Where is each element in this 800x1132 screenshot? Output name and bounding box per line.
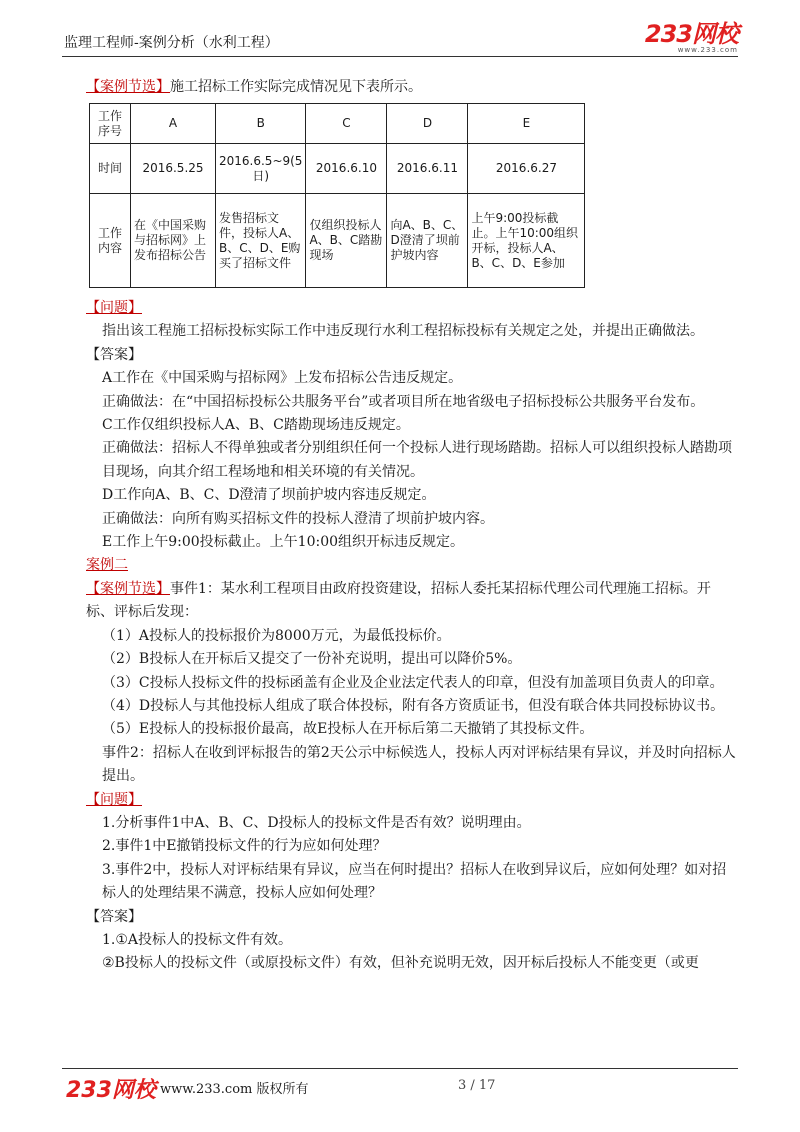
page-number: 3 / 17 xyxy=(458,1078,496,1093)
case-excerpt-intro: 施工招标工作实际完成情况见下表所示。 xyxy=(170,79,422,95)
answer-paragraph: 正确做法：向所有购买招标文件的投标人澄清了坝前护坡内容。 xyxy=(102,510,494,527)
answer-tag: 【答案】 xyxy=(86,908,142,925)
event1-text: 事件1：某水利工程项目由政府投资建设，招标人委托某招标代理公司代理施工招标。开标、评标后发现： xyxy=(86,580,711,621)
page-footer xyxy=(62,1068,738,1103)
table-cell: 2016.5.25 xyxy=(131,144,216,194)
question-text: 指出该工程施工招标投标实际工作中违反现行水利工程招标投标有关规定之处，并提出正确做法。 xyxy=(102,323,704,340)
question-item: 2.事件1中E撤销投标文件的行为应如何处理？ xyxy=(102,838,387,855)
table-cell: 2016.6.5~9(5日) xyxy=(216,144,306,194)
answer-paragraph: 正确做法：在“中国招标投标公共服务平台”或者项目所在地省级电子招标投标公共服务平台发布。 xyxy=(102,393,705,410)
table-cell: 2016.6.27 xyxy=(468,144,585,194)
table-cell: 仅组织投标人A、B、C踏勘现场 xyxy=(306,194,387,288)
question-tag: 【问题】 xyxy=(86,791,142,808)
answer-paragraph: ②B投标人的投标文件（或原投标文件）有效，但补充说明无效，因开标后投标人不能变更（或更 xyxy=(102,955,699,972)
event2-paragraph: 事件2：招标人在收到评标报告的第2天公示中标候选人，投标人丙对评标结果有异议，并及时向招标人提出。 xyxy=(102,744,736,785)
footer-copyright: www.233.com 版权所有 xyxy=(160,1082,309,1097)
table-cell: 向A、B、C、D澄清了坝前护坡内容 xyxy=(387,194,468,288)
event-item: （2）B投标人在开标后又提交了一份补充说明，提出可以降价5%。 xyxy=(102,651,522,668)
case-excerpt-line xyxy=(86,76,736,99)
footer-logo: 233网校 xyxy=(66,1078,156,1103)
page-header xyxy=(62,22,738,57)
question-tag: 【问题】 xyxy=(86,300,142,316)
bidding-schedule-table xyxy=(89,103,585,288)
case-excerpt-tag: 【案例节选】 xyxy=(86,580,170,597)
brand-logo xyxy=(645,22,738,54)
answer-paragraph: E工作上午9:00投标截止。上午10:00组织开标违反规定。 xyxy=(102,534,465,551)
question-item: 3.事件2中，投标人对评标结果有异议，应当在何时提出？招标人在收到异议后，应如何处理？如对招标人的处理结果不满意，投标人应如何处理？ xyxy=(102,861,727,902)
table-row-content-label: 工作内容 xyxy=(90,194,131,288)
page-body-main xyxy=(86,297,736,976)
table-header-cell: 工作序号 xyxy=(90,104,131,144)
table-cell: 2016.6.11 xyxy=(387,144,468,194)
event-item: （5）E投标人的投标报价最高，故E投标人在开标后第二天撤销了其投标文件。 xyxy=(102,721,594,738)
logo-text: 233网校 xyxy=(644,20,738,48)
event-item: （1）A投标人的投标报价为8000万元，为最低投标价。 xyxy=(102,627,451,644)
table-col-b: B xyxy=(216,104,306,144)
answer-paragraph: C工作仅组织投标人A、B、C踏勘现场违反规定。 xyxy=(102,417,410,434)
answer-paragraph: D工作向A、B、C、D澄清了坝前护坡内容违反规定。 xyxy=(102,487,436,504)
table-col-a: A xyxy=(131,104,216,144)
table-cell: 发售招标文件，投标人A、B、C、D、E购买了招标文件 xyxy=(216,194,306,288)
document-title: 监理工程师-案例分析（水利工程） xyxy=(64,35,279,51)
table-cell: 2016.6.10 xyxy=(306,144,387,194)
table-cell: 在《中国采购与招标网》上发布招标公告 xyxy=(131,194,216,288)
table-cell: 上午9:00投标截止。上午10:00组织开标，投标人A、B、C、D、E参加 xyxy=(468,194,585,288)
case-excerpt-tag: 【案例节选】 xyxy=(86,79,170,95)
table-col-c: C xyxy=(306,104,387,144)
page-body xyxy=(86,76,736,99)
event1-paragraph xyxy=(86,578,736,625)
answer-paragraph: 正确做法：招标人不得单独或者分别组织任何一个投标人进行现场踏勘。招标人可以组织投标人踏勘项目现场，向其介绍工程场地和相关环境的有关情况。 xyxy=(102,440,732,480)
event-item: （4）D投标人与其他投标人组成了联合体投标，附有各方资质证书，但没有联合体共同投标协议书。 xyxy=(102,697,725,714)
logo-url: www.233.com xyxy=(677,46,738,54)
case-two-title: 案例二 xyxy=(86,557,128,574)
event-item: （3）C投标人投标文件的投标函盖有企业及企业法定代表人的印章，但没有加盖项目负责人的印章。 xyxy=(102,674,724,691)
answer-paragraph: A工作在《中国采购与招标网》上发布招标公告违反规定。 xyxy=(102,370,463,387)
table-row-time-label: 时间 xyxy=(90,144,131,194)
table-col-d: D xyxy=(387,104,468,144)
answer-paragraph: 1.①A投标人的投标文件有效。 xyxy=(102,931,293,948)
answer-tag: 【答案】 xyxy=(86,346,142,363)
table-col-e: E xyxy=(468,104,585,144)
question-item: 1.分析事件1中A、B、C、D投标人的投标文件是否有效？说明理由。 xyxy=(102,814,531,831)
